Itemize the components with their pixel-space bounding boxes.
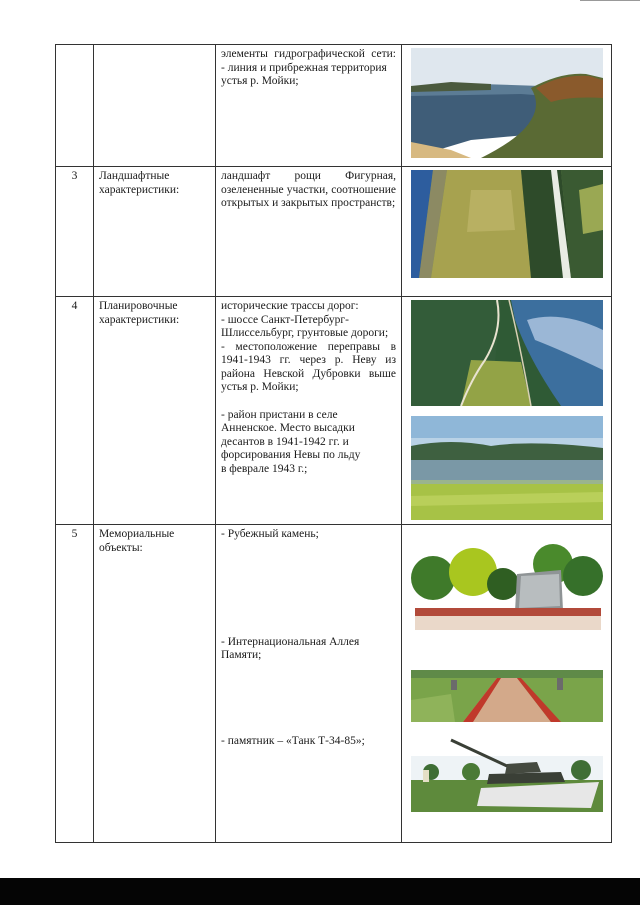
row-description	[216, 297, 402, 525]
row-number: 3	[56, 167, 94, 297]
description-item: - Интернациональная Аллея Памяти;	[221, 635, 360, 661]
description-item: - район пристани в селе Анненское. Место высадки десантов в 1941-1942 гг. и форсирования Невы по льду в феврале 1943 г.;	[221, 408, 361, 475]
table-row	[56, 45, 612, 167]
roads-aerial-photo	[411, 300, 603, 406]
row-number: 5	[56, 525, 94, 843]
row-photos	[402, 45, 612, 167]
memory-alley-photo	[411, 660, 603, 722]
description-item: - Рубежный камень;	[221, 528, 319, 540]
river-mouth-photo	[411, 48, 603, 158]
row-description	[216, 45, 402, 167]
scan-bottom-edge	[0, 878, 640, 905]
t34-tank-monument-photo	[411, 736, 603, 812]
row-name	[94, 45, 216, 167]
row-name: Мемориальные объекты:	[94, 525, 216, 843]
table-row	[56, 297, 612, 525]
description-item: исторические трассы дорог:	[221, 300, 359, 312]
table-row	[56, 167, 612, 297]
row-name: Ландшафтные характеристики:	[94, 167, 216, 297]
heritage-characteristics-table	[55, 44, 612, 843]
description-item: - линия и прибрежная территория устья р. Мойки;	[221, 61, 387, 87]
annenskoe-pier-photo	[411, 416, 603, 520]
description-item: - местоположение переправы в 1941-1943 гг. через р. Неву из района Невской Дубровки выше устья р. Мойки;	[221, 340, 396, 393]
description-item: - памятник – «Танк Т-34-85»;	[221, 734, 365, 747]
description-item: элементы гидрографической сети:	[221, 48, 396, 60]
row-description	[216, 167, 402, 297]
row-description	[216, 525, 402, 843]
row-photos	[402, 525, 612, 843]
description-item: - шоссе Санкт-Петербург-Шлиссельбург, грунтовые дороги;	[221, 313, 389, 339]
description-item: ландшафт рощи Фигурная, озелененные участки, соотношение открытых и закрытых пространств;	[221, 170, 396, 209]
boundary-stone-photo	[411, 534, 603, 630]
grove-aerial-photo	[411, 170, 603, 278]
row-number	[56, 45, 94, 167]
row-photos	[402, 297, 612, 525]
row-name: Планировочные характеристики:	[94, 297, 216, 525]
table-row	[56, 525, 612, 843]
top-edge-rule	[580, 0, 640, 1]
row-photos	[402, 167, 612, 297]
row-number: 4	[56, 297, 94, 525]
